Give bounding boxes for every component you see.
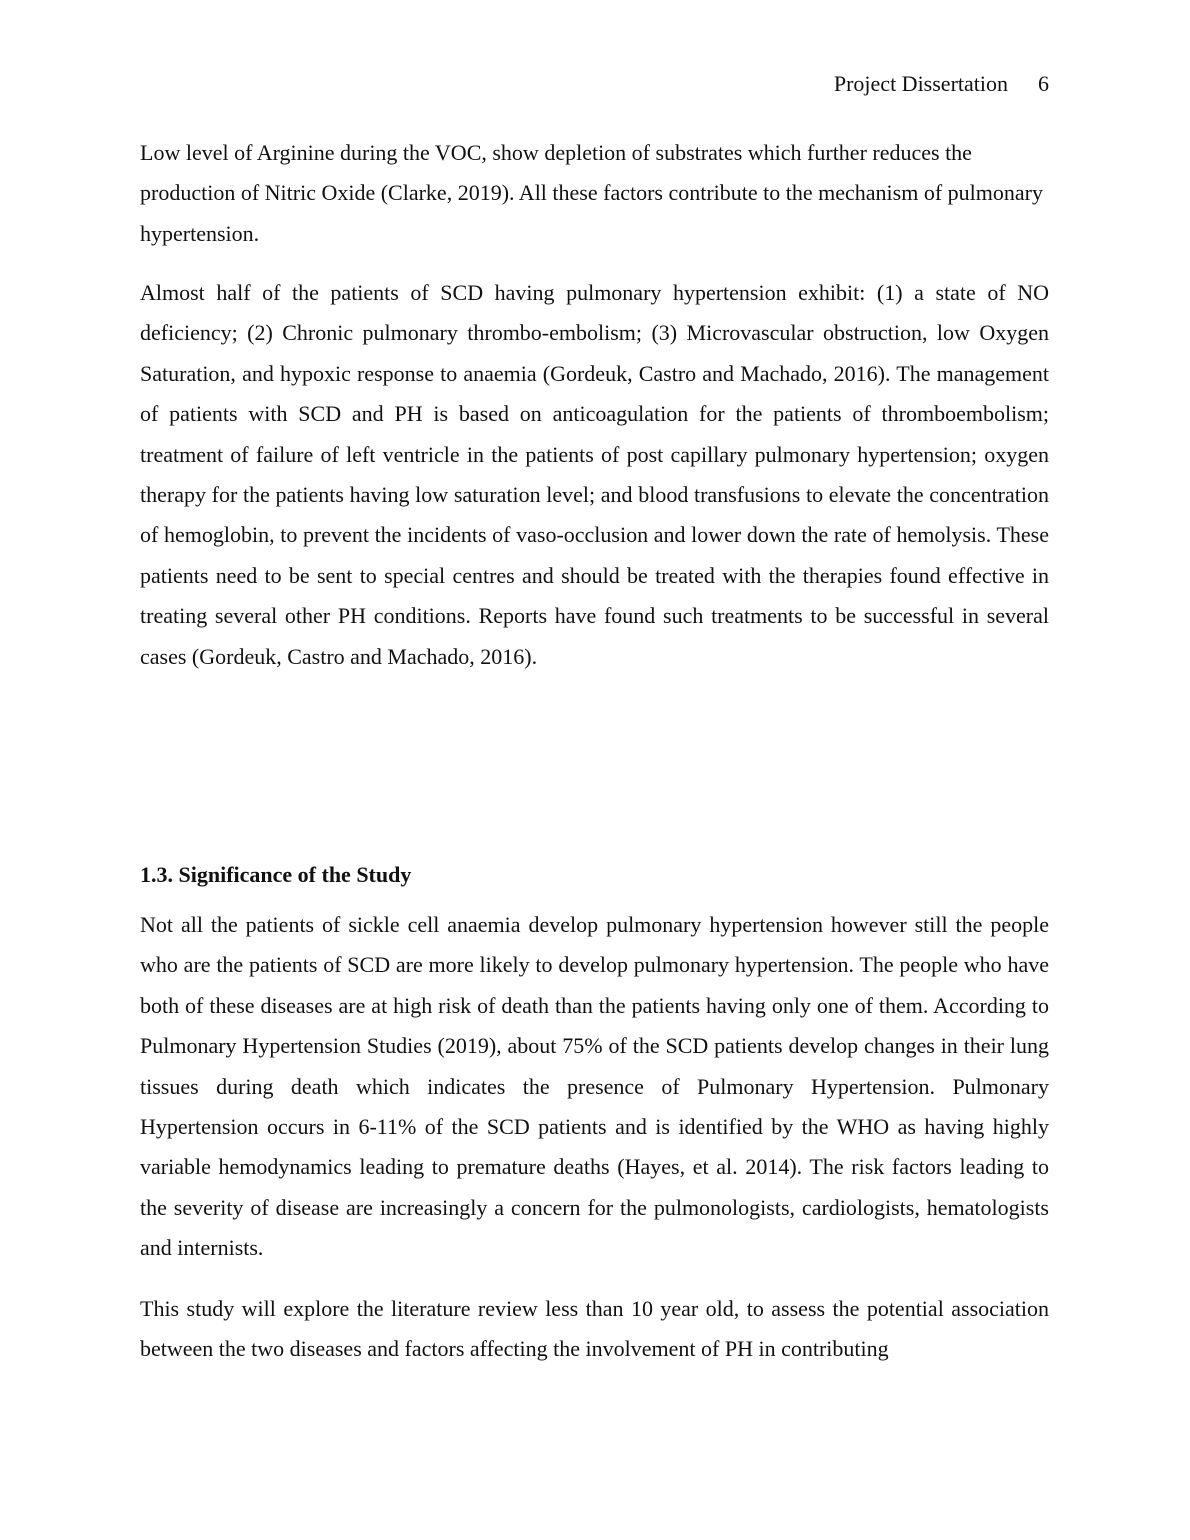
paragraph-significance: Not all the patients of sickle cell anaemia develop pulmonary hypertension however still the people who are the patients of SCD are more likely to develop pulmonary hypertension. The people who have both of these diseases are at high risk of death than the patients having only one of them. According to Pulmonary Hypertension Studies (2019), about 75% of the SCD patients develop changes in their lung tissues during death which indicates the presence of Pulmonary Hypertension. Pulmonary Hypertension occurs in 6-11% of the SCD patients and is identified by the WHO as having highly variable hemodynamics leading to premature deaths (Hayes, et al. 2014). The risk factors leading to the severity of disease are increasingly a concern for the pulmonologists, cardiologists, hematologists and internists.	[140, 912, 1049, 1261]
paragraph-study-scope: This study will explore the literature review less than 10 year old, to assess the potential association between the two diseases and factors affecting the involvement of PH in contributing	[140, 1296, 1049, 1362]
header-title: Project Dissertation	[833, 71, 1008, 96]
page-header	[834, 70, 1049, 98]
paragraph-arginine: Low level of Arginine during the VOC, show depletion of substrates which further reduces the production of Nitric Oxide (Clarke, 2019). All these factors contribute to the mechanism of pulmonary hypertension.	[140, 140, 1043, 246]
page-number: 6	[1038, 71, 1049, 96]
section-heading: 1.3. Significance of the Study	[140, 862, 412, 887]
paragraph-management: Almost half of the patients of SCD having pulmonary hypertension exhibit: (1) a state of NO deficiency; (2) Chronic pulmonary thrombo-embolism; (3) Microvascular obstruction, low Oxygen Saturation, and hypoxic response to anaemia (Gordeuk, Castro and Machado, 2016). The management of patients with SCD and PH is based on anticoagulation for the patients of thromboembolism; treatment of failure of left ventricle in the patients of post capillary pulmonary hypertension; oxygen therapy for the patients having low saturation level; and blood transfusions to elevate the concentration of hemoglobin, to prevent the incidents of vaso-occlusion and lower down the rate of hemolysis. These patients need to be sent to special centres and should be treated with the therapies found effective in treating several other PH conditions. Reports have found such treatments to be successful in several cases (Gordeuk, Castro and Machado, 2016).	[140, 280, 1049, 669]
